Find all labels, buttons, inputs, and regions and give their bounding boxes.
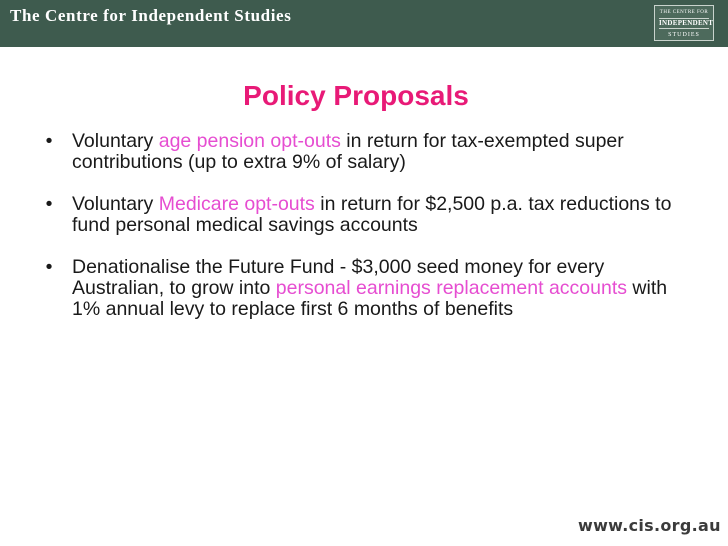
bullet-text: with 1% annual levy to replace first 6 months of benefits	[72, 277, 668, 320]
cis-logo	[654, 5, 714, 41]
bullet-highlight: personal earnings replacement accounts	[275, 277, 627, 299]
organisation-name: The Centre for Independent Studies	[10, 6, 292, 25]
bullet-text: in return for tax-exempted super contributions (up to extra 9% of salary)	[72, 130, 624, 173]
bullet-item	[30, 257, 680, 320]
header-bar	[0, 0, 728, 47]
bullet-text: Voluntary	[72, 193, 159, 215]
bullet-highlight: age pension opt-outs	[158, 130, 341, 152]
bullet-marker: •	[45, 256, 53, 278]
bullet-text: Denationalise the Future Fund - $3,000 seed money for every Australian, to grow into	[72, 256, 605, 299]
bullet-item	[30, 131, 680, 173]
bullet-marker: •	[45, 130, 53, 152]
bullet-list	[30, 131, 680, 341]
slide-title	[0, 80, 728, 112]
bullet-marker: •	[45, 193, 53, 215]
slide-title-text: Policy Proposals	[243, 80, 469, 111]
logo-line-2: INDEPENDENT	[659, 19, 714, 27]
footer-website-url: www.cis.org.au	[578, 516, 721, 535]
logo-line-1: THE CENTRE FOR	[659, 10, 709, 15]
logo-line-3: STUDIES	[668, 32, 700, 38]
bullet-highlight: Medicare opt-outs	[158, 193, 315, 215]
bullet-item	[30, 194, 680, 236]
bullet-text: Voluntary	[72, 130, 159, 152]
bullet-text: in return for $2,500 p.a. tax reductions to fund personal medical savings accounts	[72, 193, 672, 236]
